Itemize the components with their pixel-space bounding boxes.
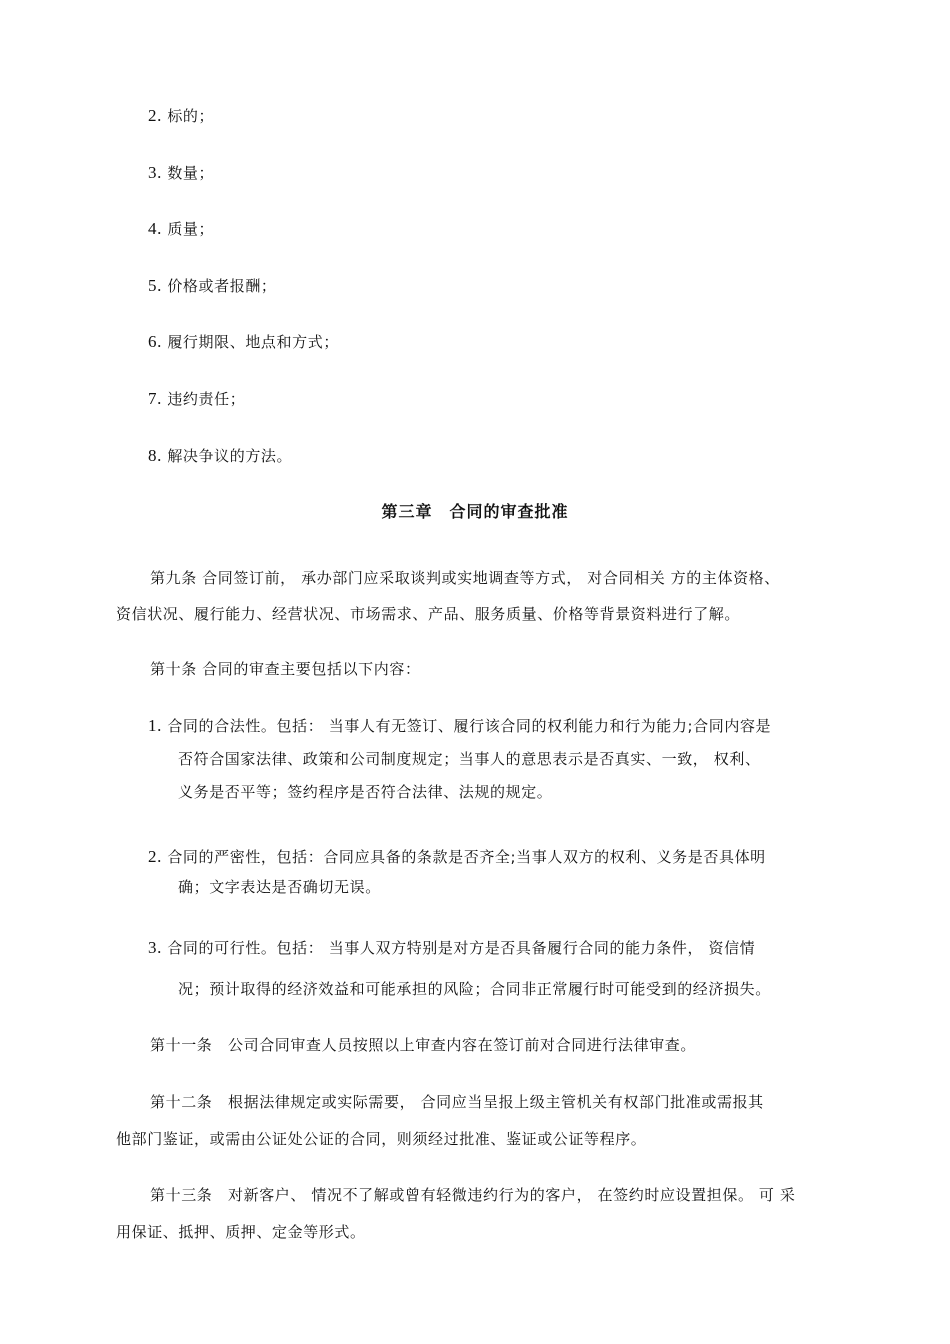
review-item-text: 合同的合法性。包括： 当事人有无签订、履行该合同的权利能力和行为能力;合同内容是 (167, 717, 772, 735)
chapter-title: 第三章 合同的审查批准 (381, 502, 569, 521)
article-9-line-1: 第九条 合同签订前， 承办部门应采取谈判或实地调查等方式， 对合同相关 方的主体资格、 (150, 569, 780, 587)
list-item-text: 履行期限、地点和方式； (167, 333, 339, 351)
list-item-number: 5. (148, 276, 162, 295)
review-item-3-line-2: 况；预计取得的经济效益和可能承担的风险；合同非正常履行时可能受到的经济损失。 (178, 980, 771, 998)
article-10: 第十条 合同的审查主要包括以下内容： (150, 660, 421, 678)
list-item-7 (148, 389, 245, 409)
review-item-number: 1. (148, 716, 162, 735)
article-13-line-2: 用保证、抵押、质押、定金等形式。 (116, 1223, 366, 1241)
review-item-number: 2. (148, 847, 162, 866)
list-item-text: 违约责任； (167, 390, 246, 408)
list-item-3 (148, 163, 214, 183)
list-item-number: 8. (148, 446, 162, 465)
list-item-text: 数量； (167, 164, 215, 182)
article-9-line-2: 资信状况、履行能力、经营状况、市场需求、产品、服务质量、价格等背景资料进行了解。 (116, 605, 741, 623)
review-item-1-line-3: 义务是否平等；签约程序是否符合法律、法规的规定。 (178, 783, 553, 801)
list-item-number: 6. (148, 332, 162, 351)
list-item-8 (148, 446, 292, 466)
list-item-text: 价格或者报酬； (167, 277, 277, 295)
review-item-text: 合同的可行性。包括： 当事人双方特别是对方是否具备履行合同的能力条件， 资信情 (167, 939, 756, 957)
list-item-number: 4. (148, 219, 162, 238)
article-13-line-1: 第十三条 对新客户、 情况不了解或曾有轻微违约行为的客户， 在签约时应设置担保。 可 采 (150, 1186, 796, 1204)
list-item-text: 解决争议的方法。 (167, 447, 293, 465)
list-item-text: 质量； (167, 220, 215, 238)
review-item-2-line-1 (148, 847, 766, 867)
list-item-number: 3. (148, 163, 162, 182)
list-item-4 (148, 219, 214, 239)
review-item-3-line-1 (148, 938, 755, 958)
list-item-number: 2. (148, 106, 162, 125)
review-item-text: 合同的严密性，包括：合同应具备的条款是否齐全;当事人双方的权利、义务是否具体明 (167, 848, 766, 866)
list-item-5 (148, 276, 277, 296)
list-item-number: 7. (148, 389, 162, 408)
review-item-number: 3. (148, 938, 162, 957)
article-12-line-2: 他部门鉴证，或需由公证处公证的合同，则须经过批准、鉴证或公证等程序。 (116, 1130, 647, 1148)
review-item-1-line-1 (148, 716, 771, 736)
list-item-6 (148, 332, 339, 352)
article-12-line-1: 第十二条 根据法律规定或实际需要， 合同应当呈报上级主管机关有权部门批准或需报其 (150, 1093, 764, 1111)
article-11: 第十一条 公司合同审查人员按照以上审查内容在签订前对合同进行法律审查。 (150, 1036, 697, 1054)
review-item-1-line-2: 否符合国家法律、政策和公司制度规定；当事人的意思表示是否真实、一致， 权利、 (178, 750, 761, 768)
list-item-text: 标的； (167, 107, 215, 125)
list-item-2 (148, 106, 214, 126)
review-item-2-line-2: 确；文字表达是否确切无误。 (178, 878, 381, 896)
